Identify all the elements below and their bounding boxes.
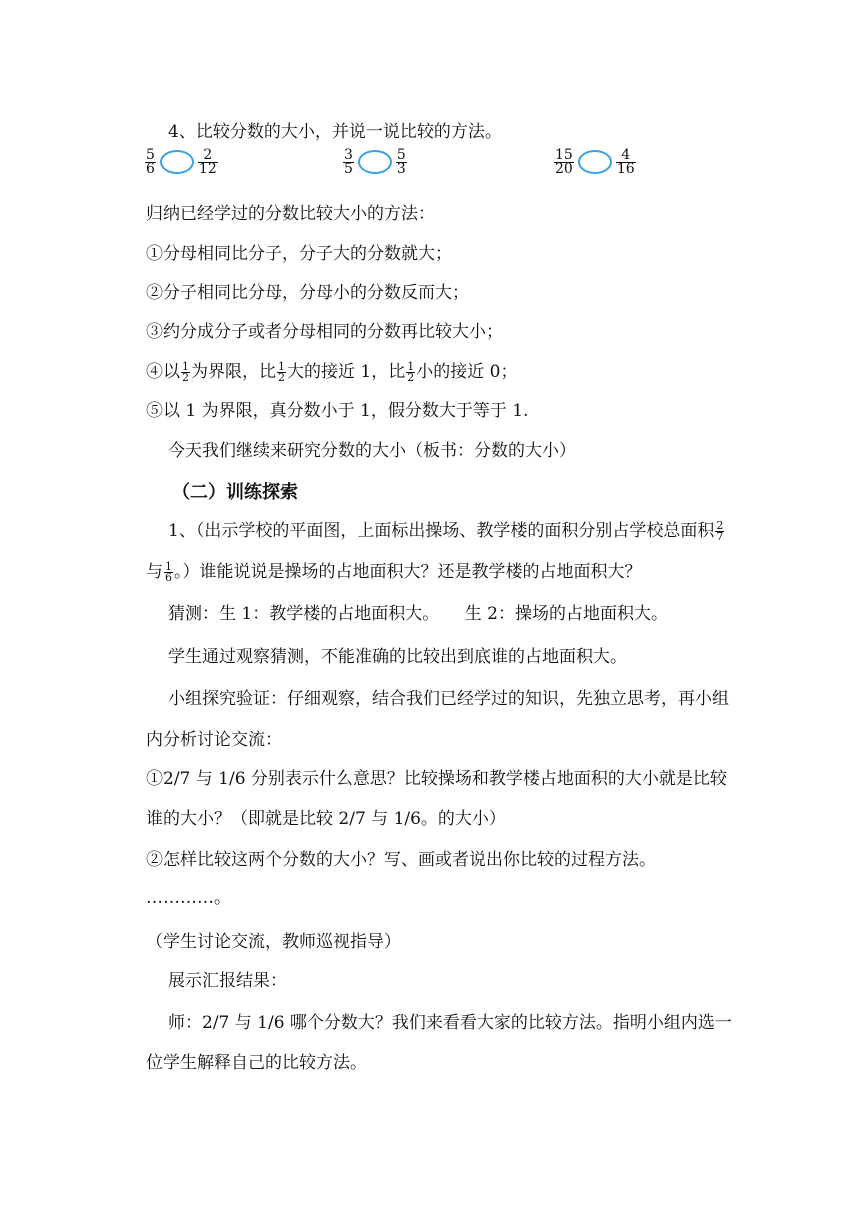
- problem-1-line-1: 1、（出示学校的平面图，上面标出操场、教学楼的面积分别占学校总面积 $\frac{2}{7}$: [168, 519, 724, 543]
- fraction-two-sevenths: $\frac{2}{7}$: [716, 519, 724, 543]
- teacher-line-2: 位学生解释自己的比较方法。: [146, 1053, 367, 1073]
- section-heading: （二）训练探索: [172, 482, 298, 503]
- fraction-half: $\frac{1}{2}$: [182, 360, 189, 384]
- guess: 猜测：生 1：教学楼的占地面积大。 生 2：操场的占地面积大。: [168, 604, 668, 624]
- fraction-right: 2 12: [198, 146, 217, 177]
- group-work-2: 内分析讨论交流：: [146, 730, 282, 750]
- answer-oval[interactable]: [578, 150, 612, 174]
- fraction-right: 5 3: [396, 146, 406, 177]
- fraction-half: $\frac{1}{2}$: [407, 360, 415, 384]
- q4-title: 4、比较分数的大小，并说一说比较的方法。: [168, 122, 502, 142]
- rule-3: ③约分成分子或者分母相同的分数再比较大小；: [146, 322, 503, 342]
- rule-4: ④以 $\frac{1}{2}$ 为界限，比 $\frac{1}{2}$ 大的接近 1，比 $\frac{1}{2}$ 小的接近 0；: [146, 360, 518, 384]
- question-1b: 谁的大小？（即就是比较 2/7 与 1/6。的大小）: [146, 809, 506, 829]
- rule-5: ⑤以 1 为界限，真分数小于 1，假分数大于等于 1.: [146, 401, 529, 421]
- group-work-1: 小组探究验证：仔细观察，结合我们已经学过的知识，先独立思考，再小组: [168, 689, 729, 709]
- problem-1-line-2: 与 $\frac{1}{6}$ 。）谁能说说是操场的占地面积大？还是教学楼的占地面积大？: [146, 560, 642, 584]
- summary-title: 归纳已经学过的分数比较大小的方法：: [146, 204, 435, 224]
- fraction-left: 3 5: [344, 146, 353, 177]
- rule-2: ②分子相同比分母，分母小的分数反而大；: [146, 283, 469, 303]
- fraction-one-sixth: $\frac{1}{6}$: [165, 560, 172, 584]
- comparison-1: [145, 148, 218, 176]
- fraction-left: 15 20: [555, 146, 573, 177]
- fraction-right: 4 16: [616, 146, 635, 177]
- teacher-line-1: 师：2/7 与 1/6 哪个分数大？我们来看看大家的比较方法。指明小组内选一: [168, 1013, 732, 1033]
- question-1a: ①2/7 与 1/6 分别表示什么意思？比较操场和教学楼占地面积的大小就是比较: [146, 769, 727, 789]
- ellipsis: …………。: [146, 888, 231, 908]
- question-2: ②怎样比较这两个分数的大小？写、画或者说出你比较的过程方法。: [146, 850, 656, 870]
- report-results: 展示汇报结果：: [168, 971, 287, 991]
- fraction-left: 5 6: [146, 146, 155, 177]
- answer-oval[interactable]: [358, 150, 392, 174]
- fraction-half: $\frac{1}{2}$: [278, 360, 285, 384]
- today-topic: 今天我们继续来研究分数的大小（板书：分数的大小）: [168, 441, 576, 461]
- rule-1: ①分母相同比分子，分子大的分数就大；: [146, 244, 452, 264]
- observation: 学生通过观察猜测，不能准确的比较出到底谁的占地面积大。: [168, 647, 627, 667]
- comparison-3: [554, 148, 636, 176]
- answer-oval[interactable]: [160, 150, 194, 174]
- comparison-2: [343, 148, 407, 176]
- discussion-note: （学生讨论交流，教师巡视指导）: [146, 932, 401, 952]
